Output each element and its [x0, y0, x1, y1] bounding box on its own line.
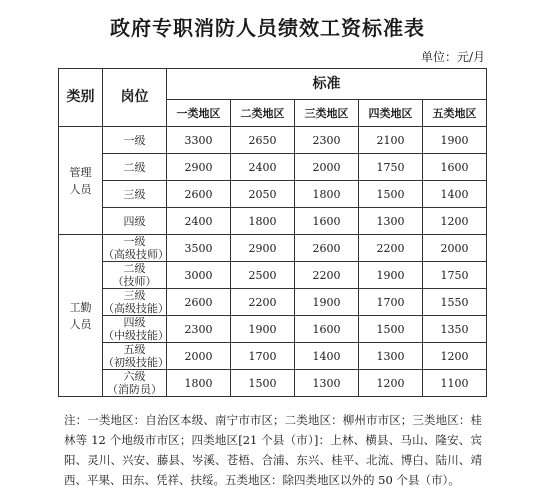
category-cell: 工勤人员 [59, 235, 103, 397]
position-cell: 二级 [103, 154, 167, 181]
header-category: 类别 [59, 69, 103, 127]
page-title: 政府专职消防人员绩效工资标准表 [110, 16, 425, 40]
table-row [59, 316, 487, 343]
table-row [59, 154, 487, 181]
position-cell: 六级 （消防员） [103, 370, 167, 397]
value-cell: 1800 [295, 181, 359, 208]
header-region-5: 五类地区 [423, 100, 487, 127]
table-row [59, 343, 487, 370]
value-cell: 1900 [423, 127, 487, 154]
value-cell: 1500 [359, 316, 423, 343]
value-cell: 2400 [167, 208, 231, 235]
value-cell: 1200 [423, 208, 487, 235]
value-cell: 2300 [295, 127, 359, 154]
header-region-3: 三类地区 [295, 100, 359, 127]
table-row [59, 289, 487, 316]
value-cell: 1550 [423, 289, 487, 316]
position-cell: 一级 [103, 127, 167, 154]
value-cell: 1100 [423, 370, 487, 397]
position-cell: 三级 [103, 181, 167, 208]
value-cell: 2000 [295, 154, 359, 181]
table-row [59, 208, 487, 235]
table-row [59, 127, 487, 154]
value-cell: 2000 [423, 235, 487, 262]
value-cell: 1800 [231, 208, 295, 235]
value-cell: 2600 [167, 289, 231, 316]
value-cell: 1600 [295, 208, 359, 235]
value-cell: 1600 [295, 316, 359, 343]
value-cell: 1400 [295, 343, 359, 370]
table-row [59, 235, 487, 262]
position-cell: 四级 [103, 208, 167, 235]
header-region-1: 一类地区 [167, 100, 231, 127]
header-standard: 标准 [167, 69, 487, 100]
value-cell: 2300 [167, 316, 231, 343]
value-cell: 3300 [167, 127, 231, 154]
value-cell: 1500 [359, 181, 423, 208]
value-cell: 1300 [359, 343, 423, 370]
value-cell: 1700 [231, 343, 295, 370]
value-cell: 1800 [167, 370, 231, 397]
footnote: 注：一类地区：自治区本级、南宁市市区；二类地区：柳州市市区；三类地区：桂林等 12 个地级市市区；四类地区[21 个县（市）]：上林、横县、马山、隆安、宾阳、灵川、兴安、藤县、岑溪、苍梧、合浦、东兴、桂平、北流、博白、陆川、靖西、平果、田东、凭祥、扶绥。五类地区：除四类地区以外的 50 个县（市）。 [64, 413, 482, 487]
value-cell: 3500 [167, 235, 231, 262]
value-cell: 1200 [359, 370, 423, 397]
position-cell: 二级 （技师） [103, 262, 167, 289]
value-cell: 1350 [423, 316, 487, 343]
value-cell: 1900 [359, 262, 423, 289]
value-cell: 2000 [167, 343, 231, 370]
value-cell: 1400 [423, 181, 487, 208]
position-cell: 五级 （初级技能） [103, 343, 169, 369]
value-cell: 1300 [359, 208, 423, 235]
value-cell: 1900 [295, 289, 359, 316]
value-cell: 2600 [167, 181, 231, 208]
value-cell: 2650 [231, 127, 295, 154]
unit-label: 单位：元/月 [420, 50, 485, 64]
position-cell: 三级 （高级技能） [103, 289, 169, 315]
category-cell: 管理人员 [59, 127, 103, 235]
value-cell: 2900 [167, 154, 231, 181]
position-cell: 四级 （中级技能） [103, 316, 169, 342]
header-region-4: 四类地区 [359, 100, 423, 127]
value-cell: 2050 [231, 181, 295, 208]
value-cell: 1700 [359, 289, 423, 316]
position-cell: 一级 （高级技师） [103, 235, 169, 261]
value-cell: 2200 [231, 289, 295, 316]
header-position: 岗位 [103, 69, 167, 127]
value-cell: 2600 [295, 235, 359, 262]
table-row [59, 370, 487, 397]
table-body [59, 127, 487, 397]
value-cell: 2100 [359, 127, 423, 154]
value-cell: 3000 [167, 262, 231, 289]
value-cell: 1900 [231, 316, 295, 343]
salary-table [58, 68, 487, 397]
value-cell: 2200 [295, 262, 359, 289]
value-cell: 2200 [359, 235, 423, 262]
header-region-2: 二类地区 [231, 100, 295, 127]
value-cell: 1600 [423, 154, 487, 181]
value-cell: 1500 [231, 370, 295, 397]
value-cell: 1300 [295, 370, 359, 397]
value-cell: 1750 [423, 262, 487, 289]
value-cell: 2400 [231, 154, 295, 181]
table-row [59, 262, 487, 289]
value-cell: 1200 [423, 343, 487, 370]
value-cell: 2900 [231, 235, 295, 262]
value-cell: 1750 [359, 154, 423, 181]
value-cell: 2500 [231, 262, 295, 289]
table-row [59, 181, 487, 208]
